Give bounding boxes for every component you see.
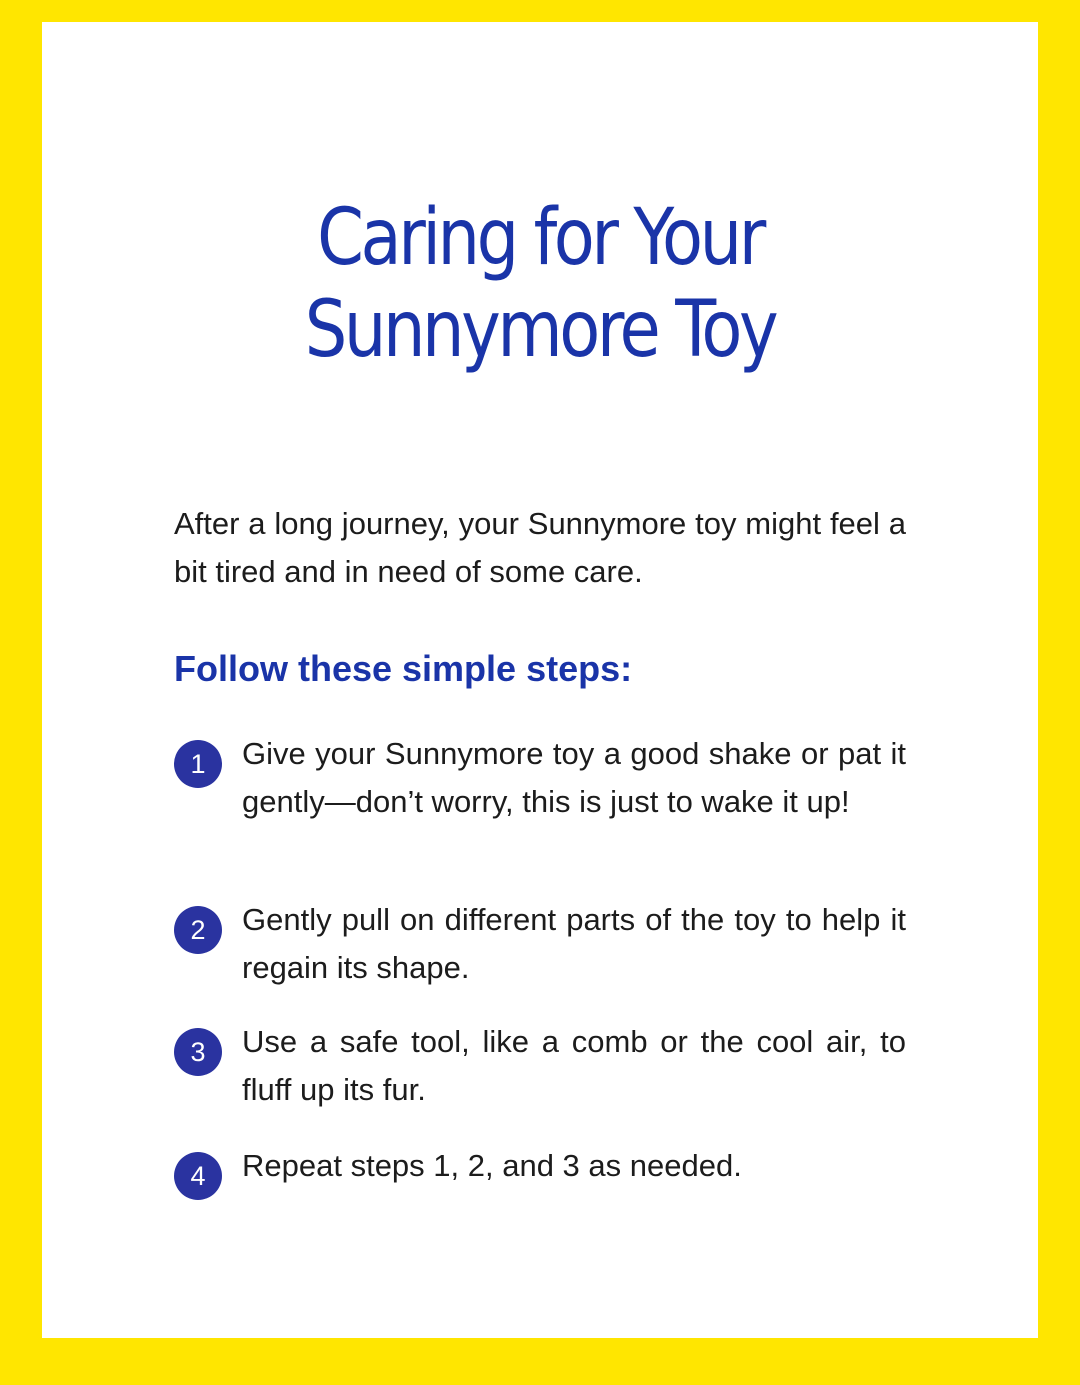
step-number-badge: 4 [174,1152,222,1200]
step-text: Repeat steps 1, 2, and 3 as needed. [242,1148,742,1183]
step-number-badge: 1 [174,740,222,788]
intro-paragraph: After a long journey, your Sunnymore toy might feel a bit tired and in need of some care. [174,506,906,589]
step-text: Use a safe tool, like a comb or the cool air, to fluff up its fur. [242,1024,906,1107]
page-title [112,192,969,376]
care-card [42,22,1038,1338]
step-number-badge: 2 [174,906,222,954]
title-line-1: Caring for Your [317,193,763,283]
title-line-2: Sunnymore Toy [304,285,776,375]
steps-heading: Follow these simple steps: [174,648,633,689]
step-text: Give your Sunnymore toy a good shake or pat it gently—don’t worry, this is just to wake it up! [242,736,906,819]
step-text: Gently pull on different parts of the toy to help it regain its shape. [242,902,906,985]
step-number-badge: 3 [174,1028,222,1076]
